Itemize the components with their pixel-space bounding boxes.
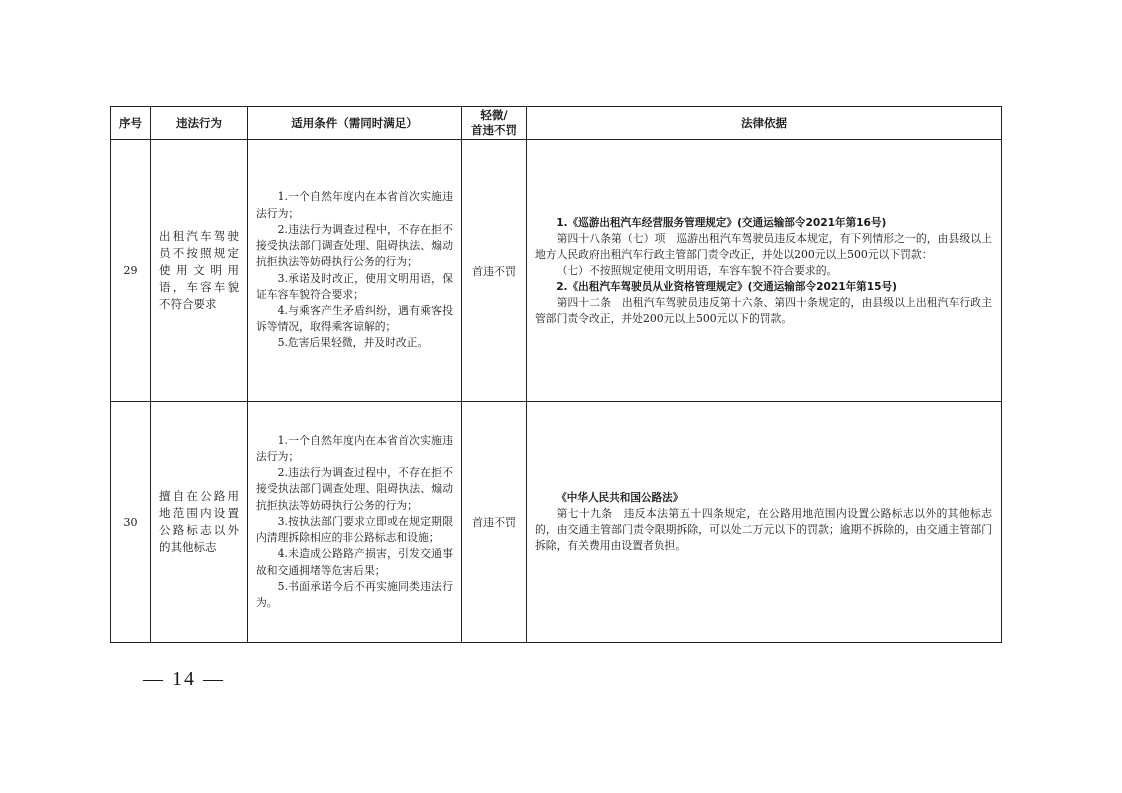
law-title: 《中华人民共和国公路法》 <box>556 492 684 504</box>
row-act: 出租汽车驾驶员不按照规定使用文明用语，车容车貌不符合要求 <box>151 140 248 402</box>
row-mild: 首违不罚 <box>462 140 527 402</box>
law-text: 第四十二条 出租汽车驾驶员违反第十六条、第四十条规定的，由县级以上出租汽车行政主管部门责令改正，并处200元以上500元以下的罚款。 <box>535 295 992 325</box>
row-conditions <box>248 402 462 643</box>
table-row <box>111 140 1002 402</box>
row-conditions <box>248 140 462 402</box>
condition-item: 2.违法行为调查过程中，不存在拒不接受执法部门调查处理、阻碍执法、煽动抗拒执法等妨碍执行公务的行为； <box>256 222 453 269</box>
table-header-row <box>111 107 1002 140</box>
law-text: 第七十九条 违反本法第五十四条规定，在公路用地范围内设置公路标志以外的其他标志的，由交通主管部门责令限期拆除，可以处二万元以下的罚款；逾期不拆除的，由交通主管部门拆除，有关费用由设置者负担。 <box>535 507 992 552</box>
table-row <box>111 402 1002 643</box>
row-act: 擅自在公路用地范围内设置公路标志以外的其他标志 <box>151 402 248 643</box>
row-mild: 首违不罚 <box>462 402 527 643</box>
header-mild <box>462 107 527 140</box>
condition-item: 5.书面承诺今后不再实施同类违法行为。 <box>256 579 453 609</box>
condition-item: 1.一个自然年度内在本省首次实施违法行为； <box>256 433 453 464</box>
header-basis: 法律依据 <box>527 107 1002 140</box>
law-title: 2.《出租汽车驾驶员从业资格管理规定》(交通运输部令2021年第15号) <box>556 280 897 293</box>
row-seq: 30 <box>111 402 151 643</box>
law-text: （七）不按照规定使用文明用语，车容车貌不符合要求的。 <box>556 263 838 277</box>
condition-item: 1.一个自然年度内在本省首次实施违法行为； <box>256 190 453 220</box>
row-basis <box>527 402 1002 643</box>
page-number: — 14 — <box>143 668 225 690</box>
header-cond: 适用条件（需同时满足） <box>248 107 462 140</box>
row-seq: 29 <box>111 140 151 402</box>
header-mild-line1: 轻微/ <box>480 108 508 122</box>
law-title: 1.《巡游出租汽车经营服务管理规定》(交通运输部令2021年第16号) <box>556 216 887 229</box>
row-basis <box>527 140 1002 402</box>
condition-item: 5.危害后果轻微，并及时改正。 <box>277 336 429 350</box>
condition-item: 3.按执法部门要求立即或在规定期限内清理拆除相应的非公路标志和设施； <box>256 514 453 545</box>
condition-item: 4.与乘客产生矛盾纠纷，遇有乘客投诉等情况，取得乘客谅解的； <box>256 303 453 334</box>
law-text: 第四十八条第（七）项 巡游出租汽车驾驶员违反本规定，有下列情形之一的，由县级以上地方人民政府出租汽车行政主管部门责令改正，并处以200元以上500元以下罚款： <box>535 231 992 261</box>
penalty-table <box>110 106 1002 643</box>
header-seq: 序号 <box>111 107 151 140</box>
header-act: 违法行为 <box>151 107 248 140</box>
header-mild-line2: 首违不罚 <box>471 123 517 137</box>
condition-item: 4.未造成公路路产损害，引发交通事故和交通拥堵等危害后果； <box>256 547 453 577</box>
condition-item: 2.违法行为调查过程中，不存在拒不接受执法部门调查处理、阻碍执法、煽动抗拒执法等妨碍执行公务的行为； <box>256 466 453 512</box>
condition-item: 3.承诺及时改正，使用文明用语，保证车容车貌符合要求； <box>256 271 453 301</box>
